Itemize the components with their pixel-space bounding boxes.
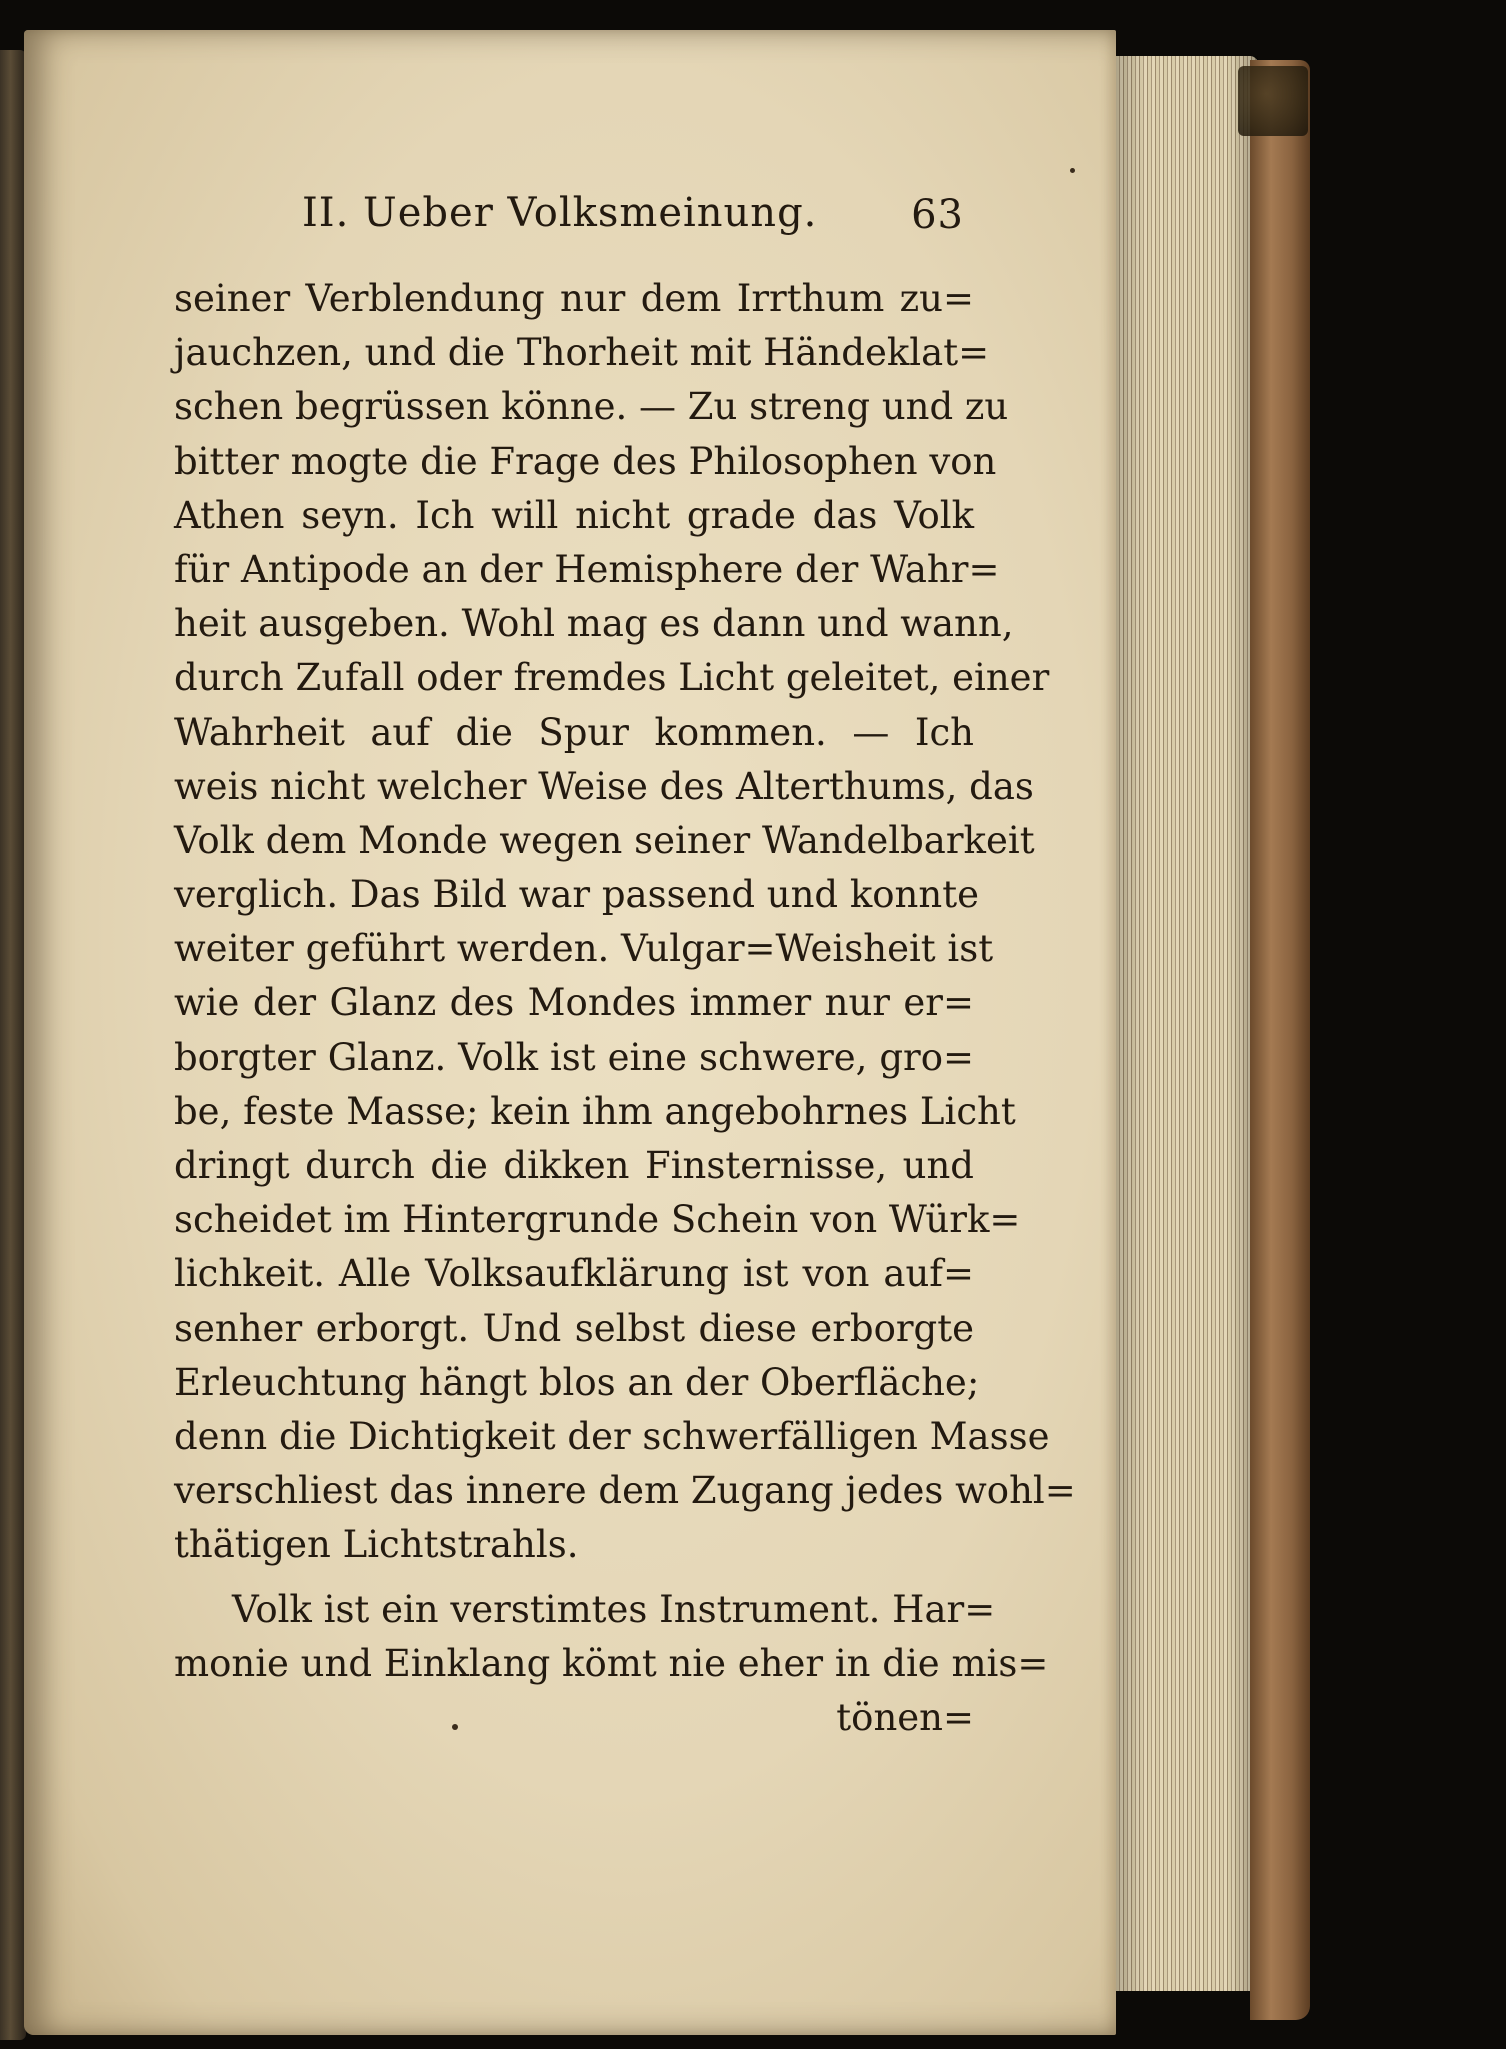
- page-stack-edge: [1108, 56, 1258, 1991]
- page-number: 63: [911, 192, 964, 238]
- text-line: Wahrheit auf die Spur kommen. — Ich: [174, 710, 974, 754]
- text-line: lichkeit. Alle Volksaufklärung ist von auf=: [174, 1252, 974, 1296]
- running-head-title: II. Ueber Volksmeinung.: [302, 190, 818, 236]
- text-line: für Antipode an der Hemisphere der Wahr=: [174, 547, 1000, 591]
- text-line: durch Zufall oder fremdes Licht geleitet, einer: [174, 656, 1050, 700]
- text-line: Volk ist ein verstimtes Instrument. Har=: [232, 1587, 996, 1631]
- text-line: denn die Dichtigkeit der schwerfälligen Masse: [174, 1414, 1050, 1458]
- previous-page-edge: [0, 50, 26, 2040]
- text-line: be, feste Masse; kein ihm angebohrnes Licht: [174, 1089, 1016, 1133]
- text-line: Volk dem Monde wegen seiner Wandelbarkeit: [174, 818, 1035, 862]
- text-line: weis nicht welcher Weise des Alterthums, das: [174, 764, 1034, 808]
- ink-speck: [452, 1724, 458, 1730]
- text-line: verschliest das innere dem Zugang jedes wohl=: [174, 1469, 1076, 1513]
- text-line: borgter Glanz. Volk ist eine schwere, gro=: [174, 1035, 974, 1079]
- text-line: bitter mogte die Frage des Philosophen von: [174, 439, 997, 483]
- text-line: Erleuchtung hängt blos an der Oberfläche;: [174, 1360, 980, 1404]
- text-line: jauchzen, und die Thorheit mit Händeklat=: [174, 331, 990, 375]
- text-line: dringt durch die dikken Finsternisse, und: [174, 1144, 974, 1187]
- running-head: [174, 190, 974, 250]
- ink-speck: [1070, 168, 1075, 173]
- text-line: verglich. Das Bild war passend und konnte: [174, 873, 979, 917]
- paragraph-1: [174, 272, 1076, 1573]
- text-line: monie und Einklang kömt nie eher in die mis=: [174, 1641, 1049, 1685]
- text-line: schen begrüssen könne. — Zu streng und zu: [174, 385, 1009, 429]
- text-line: thätigen Lichtstrahls.: [174, 1523, 579, 1567]
- text-line: scheidet im Hintergrunde Schein von Würk=: [174, 1198, 1021, 1242]
- text-line: seiner Verblendung nur dem Irrthum zu=: [174, 277, 974, 320]
- page-text: [174, 190, 1076, 1745]
- text-line: weiter geführt werden. Vulgar=Weisheit ist: [174, 927, 994, 971]
- book-cover-edge: [1250, 60, 1310, 2020]
- cover-corner: [1238, 66, 1308, 136]
- text-line: senher erborgt. Und selbst diese erborgte: [174, 1306, 974, 1350]
- catchword: tönen=: [836, 1695, 974, 1739]
- text-line: heit ausgeben. Wohl mag es dann und wann,: [174, 602, 1014, 646]
- paragraph-2: [174, 1583, 1049, 1691]
- text-line: wie der Glanz des Mondes immer nur er=: [174, 981, 974, 1025]
- text-line: Athen seyn. Ich will nicht grade das Volk: [174, 493, 974, 537]
